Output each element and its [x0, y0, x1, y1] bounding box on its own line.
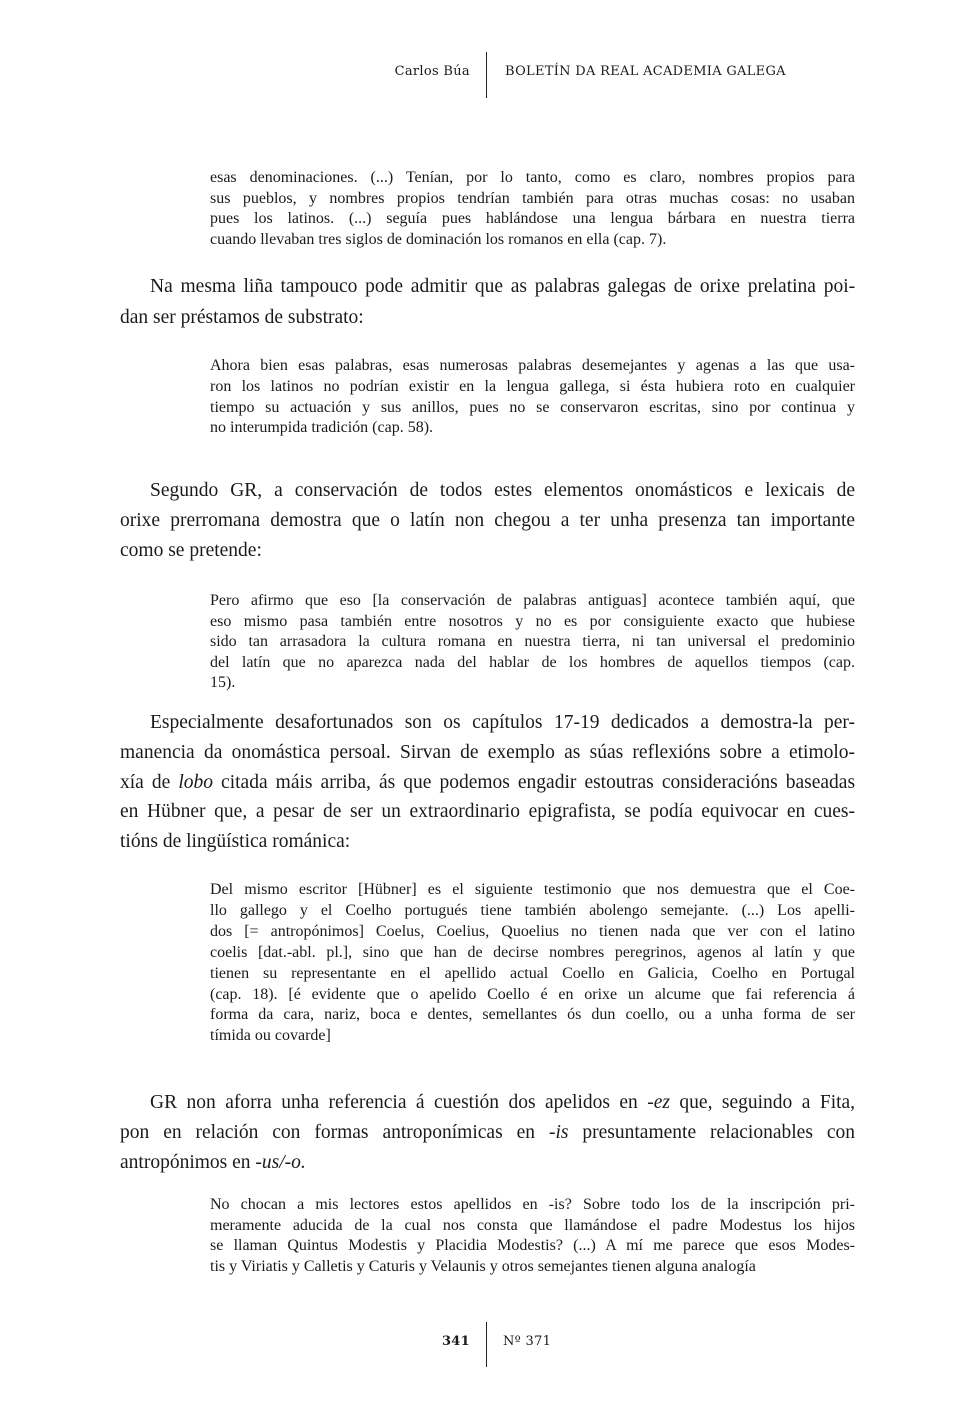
text-line: pon en relación con formas antroponímicas en -is presuntamente relacionables con — [120, 1122, 856, 1143]
text-line: como se pretende: — [120, 539, 262, 561]
text-line: Pero afirmo que eso [la conservación de palabras antiguas] acontece también aquí, que — [210, 592, 855, 609]
text-line: no interumpida tradición (cap. 58). — [210, 419, 434, 437]
text-line: se llaman Quintus Modestis y Placidia Modestis? (...) A mí me parece que esos Modes- — [210, 1237, 855, 1255]
text-line: No chocan a mis lectores estos apellidos en -is? Sobre todo los de la inscripción pri- — [210, 1196, 855, 1213]
text-line: tis y Viriatis y Calletis y Caturis y Velaunis y otros semejantes tienen alguna analogía — [210, 1258, 756, 1276]
text-line: forma da cara, nariz, boca e dentes, semellantes ós dun coello, ou a unha forma de ser — [210, 1006, 855, 1024]
text-line: sido tan arrasadora la cultura romana en nuestra tierra, ni tan universal el predominio — [210, 633, 855, 651]
text-line: Especialmente desafortunados son os capítulos 17-19 dedicados a demostra-la per- — [150, 712, 856, 733]
text-line: manencia da onomástica persoal. Sirvan de exemplo as súas reflexións sobre a etimolo- — [120, 741, 856, 763]
text-line: coelis [dat.-abl. pl.], sino que han de decirse nombres peregrinos, agenos al latín y que — [210, 943, 855, 961]
text-line: Segundo GR, a conservación de todos estes elementos onomásticos e lexicais de — [150, 480, 855, 501]
text-line: GR non aforra unha referencia á cuestión dos apelidos en -ez que, seguindo a Fita, — [150, 1092, 856, 1113]
text-line: llo gallego y el Coelho portugués tiene también abolengo semejante. (...) Los apelli- — [210, 901, 855, 919]
issue-number: Nº 371 — [503, 1334, 552, 1349]
text-line: (cap. 18). [é evidente que o apelido Coello é en orixe un alcume que fai referencia á — [210, 985, 855, 1003]
text-line: orixe prerromana demostra que o latín non chegou a ter unha presenza tan importante — [120, 509, 856, 531]
text-line: dan ser préstamos de substrato: — [120, 306, 364, 328]
page-number: 341 — [441, 1334, 470, 1349]
running-header-journal: BOLETÍN DA REAL ACADEMIA GALEGA — [505, 64, 786, 79]
text-line: en Hübner que, a pesar de ser un extraordinario epigrafista, se podía equivocar en cues- — [120, 801, 856, 823]
text-line: esas denominaciones. (...) Tenían, por lo tanto, como es claro, nombres propios para — [210, 169, 855, 186]
text-line: Ahora bien esas palabras, esas numerosas palabras desemejantes y agenas a las que usa- — [210, 357, 855, 374]
text-line: del latín que no aparezca nada del hablar de los hombres de aquellos tiempos (cap. — [210, 653, 855, 671]
text-line: eso mismo pasa también entre nosotros y no es por consiguiente exacto que hubiese — [210, 612, 855, 630]
text-line: tímida ou covarde] — [210, 1027, 331, 1045]
header-divider — [486, 52, 487, 98]
text-line: tiempo su actuación y sus anillos, pues no se conservaron escritas, sino por continua y — [210, 398, 855, 416]
text-line: ron los latinos no podrían existir en la lengua gallega, si ésta hubiera roto en cualquier — [210, 377, 855, 395]
footer-divider — [486, 1322, 487, 1367]
text-line: tienen su representante en el apellido actual Coello en Galicia, Coelho en Portugal — [210, 964, 855, 982]
text-line: Na mesma liña tampouco pode admitir que as palabras galegas de orixe prelatina poi- — [150, 276, 856, 297]
running-header-author: Carlos Búa — [394, 64, 470, 79]
text-line: tións de lingüística románica: — [120, 831, 351, 853]
text-line: xía de lobo citada máis arriba, ás que podemos engadir estoutras consideracións baseadas — [120, 771, 856, 793]
text-line: 15). — [210, 674, 236, 692]
text-line: dos [= antropónimos] Coelus, Coelius, Quoelius no tienen nada que ver con el latino — [210, 922, 855, 940]
text-line: sus pueblos, y nombres propios tendrían también para otras muchas cosas: no usaban — [210, 189, 855, 207]
text-line: antropónimos en -us/-o. — [120, 1152, 306, 1173]
text-line: cuando llevaban tres siglos de dominación los romanos en ella (cap. 7). — [210, 230, 667, 248]
text-line: Del mismo escritor [Hübner] es el siguiente testimonio que nos demuestra que el Coe- — [210, 881, 855, 898]
text-line: pues los latinos. (...) seguía pues hablándose una lengua bárbara en nuestra tierra — [210, 210, 855, 228]
text-line: meramente aducida de la cual nos consta que llamándose el padre Modestus los hijos — [210, 1216, 855, 1234]
